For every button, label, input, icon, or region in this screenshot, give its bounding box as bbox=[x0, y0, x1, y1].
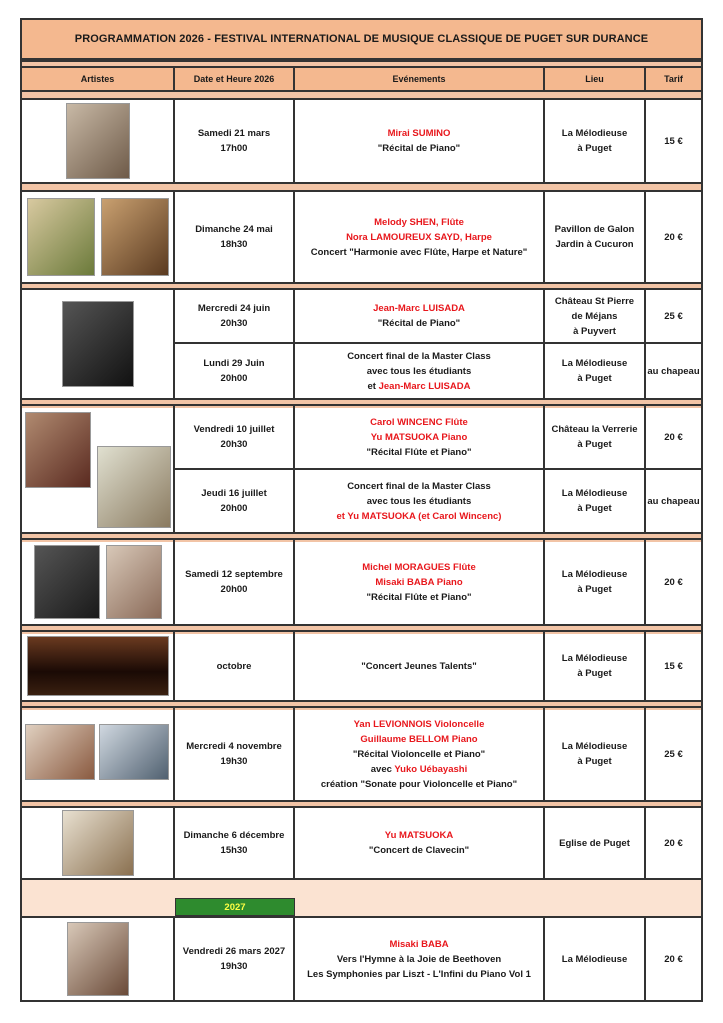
venue-line: à Puget bbox=[577, 756, 612, 767]
venue-line: à Puget bbox=[577, 668, 612, 679]
venue-line: La Mélodieuse bbox=[561, 488, 628, 499]
venue-line: à Puget bbox=[577, 373, 612, 384]
table-row bbox=[22, 706, 701, 802]
page-title: PROGRAMMATION 2026 - FESTIVAL INTERNATIONAL DE MUSIQUE CLASSIQUE DE PUGET SUR DURANCE bbox=[22, 20, 701, 60]
date-text: Vendredi 10 juillet bbox=[193, 424, 275, 435]
performer-name: Mirai SUMINO bbox=[387, 128, 451, 139]
date-cell bbox=[175, 708, 295, 800]
event-title: "Récital Violoncelle et Piano" bbox=[352, 748, 486, 760]
artist-photo bbox=[67, 922, 129, 996]
time-text: 20h00 bbox=[220, 373, 248, 384]
venue-cell bbox=[545, 632, 646, 700]
artists-cell bbox=[22, 808, 175, 878]
event-title: Concert final de la Master Class bbox=[347, 480, 491, 492]
programme-frame bbox=[20, 18, 703, 1002]
venue-cell bbox=[545, 470, 646, 532]
performer-name: Yan LEVIONNOIS Violoncelle bbox=[353, 718, 485, 730]
event-cell: "Concert Jeunes Talents" bbox=[295, 632, 545, 700]
event-title: avec tous les étudiants bbox=[366, 495, 472, 507]
artists-cell bbox=[22, 632, 175, 700]
performer-name: Melody SHEN, Flûte bbox=[374, 216, 464, 228]
event-title: "Concert de Clavecin" bbox=[368, 845, 470, 856]
performer-name: Yu MATSUOKA bbox=[384, 830, 454, 841]
time-text: 15h30 bbox=[220, 845, 248, 856]
artist-photo bbox=[106, 545, 162, 619]
time-text: 18h30 bbox=[220, 239, 248, 250]
artist-photo bbox=[97, 446, 171, 528]
date-cell bbox=[175, 344, 295, 398]
price-cell: 15 € bbox=[664, 135, 683, 147]
year-separator bbox=[22, 880, 701, 916]
artists-cell bbox=[22, 918, 175, 1000]
artist-photo bbox=[62, 810, 134, 876]
date-text: Lundi 29 Juin bbox=[203, 358, 265, 369]
event-cell bbox=[295, 808, 545, 878]
time-text: 19h30 bbox=[220, 756, 248, 767]
venue-cell bbox=[545, 290, 646, 342]
event-title: "Récital Flûte et Piano" bbox=[366, 591, 472, 603]
venue-line: à Puyvert bbox=[573, 325, 616, 337]
artist-photo bbox=[62, 301, 134, 387]
price-cell: au chapeau bbox=[647, 365, 700, 377]
artist-photo bbox=[25, 724, 95, 780]
performer-name: Jean-Marc LUISADA bbox=[378, 380, 471, 392]
venue-line: La Mélodieuse bbox=[561, 128, 628, 139]
table-row bbox=[22, 190, 701, 284]
date-text: Samedi 21 mars bbox=[197, 128, 271, 139]
event-title: "Récital de Piano" bbox=[377, 143, 461, 154]
performer-name: Nora LAMOUREUX SAYD, Harpe bbox=[346, 231, 492, 243]
price-cell: 25 € bbox=[664, 310, 683, 322]
venue-line: La Mélodieuse bbox=[561, 653, 628, 664]
table-row bbox=[22, 630, 701, 702]
header-events: Evénements bbox=[295, 68, 545, 90]
table-row bbox=[22, 916, 701, 1002]
venue-cell bbox=[545, 100, 646, 182]
performer-name: Misaki BABA bbox=[389, 938, 449, 950]
artists-cell bbox=[22, 406, 175, 532]
performer-name: Guillaume BELLOM Piano bbox=[360, 733, 478, 745]
event-cell bbox=[295, 344, 545, 398]
event-cell bbox=[295, 406, 545, 468]
price-cell: 20 € bbox=[664, 837, 683, 849]
venue-cell bbox=[545, 406, 646, 468]
date-cell bbox=[175, 808, 295, 878]
time-text: 19h30 bbox=[220, 961, 248, 972]
event-text: avec bbox=[370, 763, 392, 775]
event-title: "Récital de Piano" bbox=[377, 318, 461, 329]
event-cell bbox=[295, 470, 545, 532]
event-title: Les Symphonies par Liszt - L'Infini du Piano Vol 1 bbox=[307, 968, 531, 980]
price-cell: 20 € bbox=[664, 231, 683, 243]
artists-cell bbox=[22, 100, 175, 182]
year-badge: 2027 bbox=[175, 898, 295, 916]
date-text: Samedi 12 septembre bbox=[185, 569, 283, 580]
venue-line: Pavillon de Galon bbox=[554, 224, 635, 235]
date-cell bbox=[175, 100, 295, 182]
venue-cell: Eglise de Puget bbox=[545, 808, 646, 878]
performer-name: Yu MATSUOKA Piano bbox=[370, 431, 468, 443]
date-text: Dimanche 24 mai bbox=[195, 224, 273, 235]
event-cell bbox=[295, 100, 545, 182]
venue-line: de Méjans bbox=[571, 310, 618, 322]
artist-photo bbox=[101, 198, 169, 276]
date-cell bbox=[175, 192, 295, 282]
artist-photo bbox=[34, 545, 100, 619]
venue-line: à Puget bbox=[577, 143, 612, 154]
event-cell bbox=[295, 918, 545, 1000]
table-header bbox=[22, 68, 701, 92]
time-text: 20h00 bbox=[220, 584, 248, 595]
date-cell bbox=[175, 406, 295, 468]
price-cell: 15 € bbox=[664, 660, 683, 672]
event-title: "Récital Flûte et Piano" bbox=[366, 446, 472, 458]
price-cell: 20 € bbox=[664, 431, 683, 443]
price-cell: 25 € bbox=[664, 748, 683, 760]
price-cell: au chapeau bbox=[647, 495, 700, 507]
venue-line: à Puget bbox=[577, 584, 612, 595]
time-text: 20h30 bbox=[220, 439, 248, 450]
date-cell bbox=[175, 918, 295, 1000]
venue-cell: La Mélodieuse bbox=[545, 918, 646, 1000]
event-title: avec tous les étudiants bbox=[366, 365, 472, 377]
artists-cell bbox=[22, 192, 175, 282]
event-title: Concert "Harmonie avec Flûte, Harpe et Nature" bbox=[310, 246, 528, 258]
table-row bbox=[22, 806, 701, 880]
artists-cell bbox=[22, 290, 175, 398]
event-title: création "Sonate pour Violoncelle et Piano" bbox=[320, 778, 518, 790]
price-cell: 20 € bbox=[664, 576, 683, 588]
time-text: 20h00 bbox=[220, 503, 248, 514]
date-text: Mercredi 24 juin bbox=[197, 303, 271, 314]
artists-cell bbox=[22, 708, 175, 800]
event-cell bbox=[295, 540, 545, 624]
table-row bbox=[22, 538, 701, 626]
artist-photo bbox=[66, 103, 130, 179]
venue-cell bbox=[545, 708, 646, 800]
date-text: Vendredi 26 mars 2027 bbox=[182, 946, 286, 957]
venue-cell bbox=[545, 540, 646, 624]
date-text: Mercredi 4 novembre bbox=[186, 741, 282, 752]
venue-cell bbox=[545, 344, 646, 398]
separator bbox=[22, 60, 701, 68]
artist-photo bbox=[99, 724, 169, 780]
date-cell bbox=[175, 290, 295, 342]
venue-cell bbox=[545, 192, 646, 282]
piano-photo bbox=[27, 636, 169, 696]
price-cell: 20 € bbox=[664, 953, 683, 965]
event-cell bbox=[295, 192, 545, 282]
artists-cell bbox=[22, 540, 175, 624]
performer-name: Michel MORAGUES Flûte bbox=[362, 561, 476, 573]
performer-name: et Yu MATSUOKA (et Carol Wincenc) bbox=[336, 510, 502, 522]
venue-line: Jardin à Cucuron bbox=[555, 239, 634, 250]
performer-name: Carol WINCENC Flûte bbox=[370, 416, 468, 428]
event-cell bbox=[295, 708, 545, 800]
table-row bbox=[22, 404, 701, 534]
venue-line: La Mélodieuse bbox=[561, 741, 628, 752]
date-cell: octobre bbox=[175, 632, 295, 700]
event-title: Vers l'Hymne à la Joie de Beethoven bbox=[336, 953, 502, 965]
table-row bbox=[22, 98, 701, 184]
time-text: 20h30 bbox=[220, 318, 248, 329]
performer-name: Yuko Uébayashi bbox=[394, 763, 468, 775]
venue-line: à Puget bbox=[577, 503, 612, 514]
date-cell bbox=[175, 470, 295, 532]
venue-line: Château la Verrerie bbox=[551, 424, 638, 435]
date-text: Dimanche 6 décembre bbox=[183, 830, 285, 841]
event-title: Concert final de la Master Class bbox=[347, 350, 491, 362]
artist-photo bbox=[25, 412, 91, 488]
venue-line: La Mélodieuse bbox=[561, 358, 628, 369]
venue-line: à Puget bbox=[577, 439, 612, 450]
performer-name: Misaki BABA Piano bbox=[375, 576, 463, 588]
header-date: Date et Heure 2026 bbox=[175, 68, 295, 90]
table-row bbox=[22, 288, 701, 400]
event-text: et bbox=[367, 380, 376, 392]
venue-line: Château St Pierre bbox=[554, 295, 635, 307]
date-cell bbox=[175, 540, 295, 624]
venue-line: La Mélodieuse bbox=[561, 569, 628, 580]
date-text: Jeudi 16 juillet bbox=[201, 488, 267, 499]
event-cell bbox=[295, 290, 545, 342]
header-artists: Artistes bbox=[22, 68, 175, 90]
header-price: Tarif bbox=[664, 74, 683, 84]
time-text: 17h00 bbox=[220, 143, 248, 154]
artist-photo bbox=[27, 198, 95, 276]
header-venue: Lieu bbox=[545, 68, 646, 90]
performer-name: Jean-Marc LUISADA bbox=[373, 303, 465, 314]
